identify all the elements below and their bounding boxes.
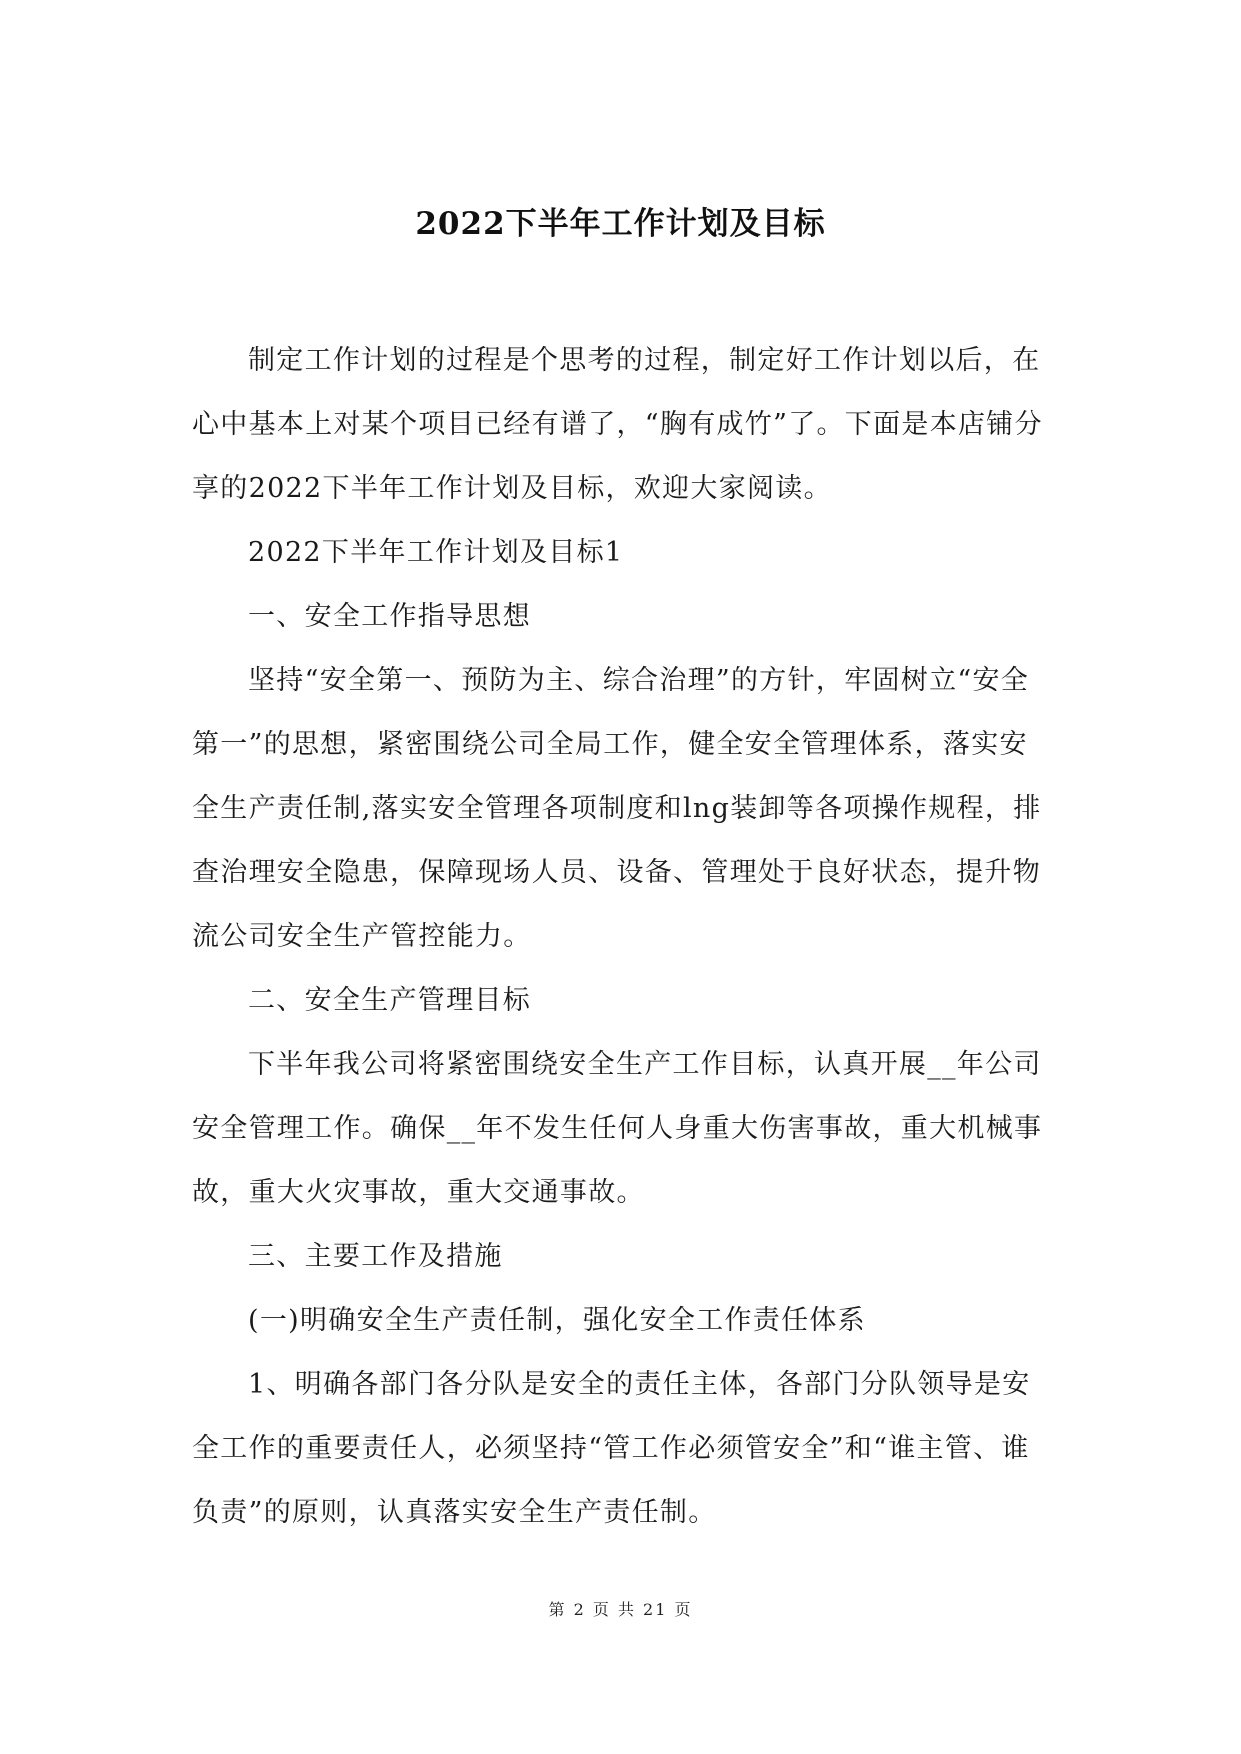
intro-paragraph: 制定工作计划的过程是个思考的过程，制定好工作计划以后，在心中基本上对某个项目已经有谱了，“胸有成竹”了。下面是本店铺分享的2022下半年工作计划及目标，欢迎大家阅读。 [192, 345, 1043, 504]
page-number-footer: 第 2 页 共 21 页 [548, 1600, 693, 1619]
body-paragraph: 下半年我公司将紧密围绕安全生产工作目标，认真开展__年公司安全管理工作。确保__年不发生任何人身重大伤害事故，重大机械事故，重大火灾事故，重大交通事故。 [192, 1049, 1043, 1208]
section-heading: 一、安全工作指导思想 [248, 601, 531, 632]
section-heading: 三、主要工作及措施 [248, 1241, 503, 1272]
document-body [192, 329, 1054, 1545]
section-heading: 二、安全生产管理目标 [248, 985, 531, 1016]
subsection-heading: (一)明确安全生产责任制，强化安全工作责任体系 [248, 1305, 866, 1336]
page-title: 2022下半年工作计划及目标 [415, 206, 826, 242]
body-paragraph: 1、明确各部门各分队是安全的责任主体，各部门分队领导是安全工作的重要责任人，必须坚持“管工作必须管安全”和“谁主管、谁负责”的原则，认真落实安全生产责任制。 [192, 1369, 1031, 1528]
section-heading: 2022下半年工作计划及目标1 [248, 537, 624, 568]
body-paragraph: 坚持“安全第一、预防为主、综合治理”的方针，牢固树立“安全第一”的思想，紧密围绕公司全局工作，健全安全管理体系，落实安全生产责任制,落实安全管理各项制度和lng装卸等各项操作规程，排查治理安全隐患，保障现场人员、设备、管理处于良好状态，提升物流公司安全生产管控能力。 [192, 665, 1042, 952]
